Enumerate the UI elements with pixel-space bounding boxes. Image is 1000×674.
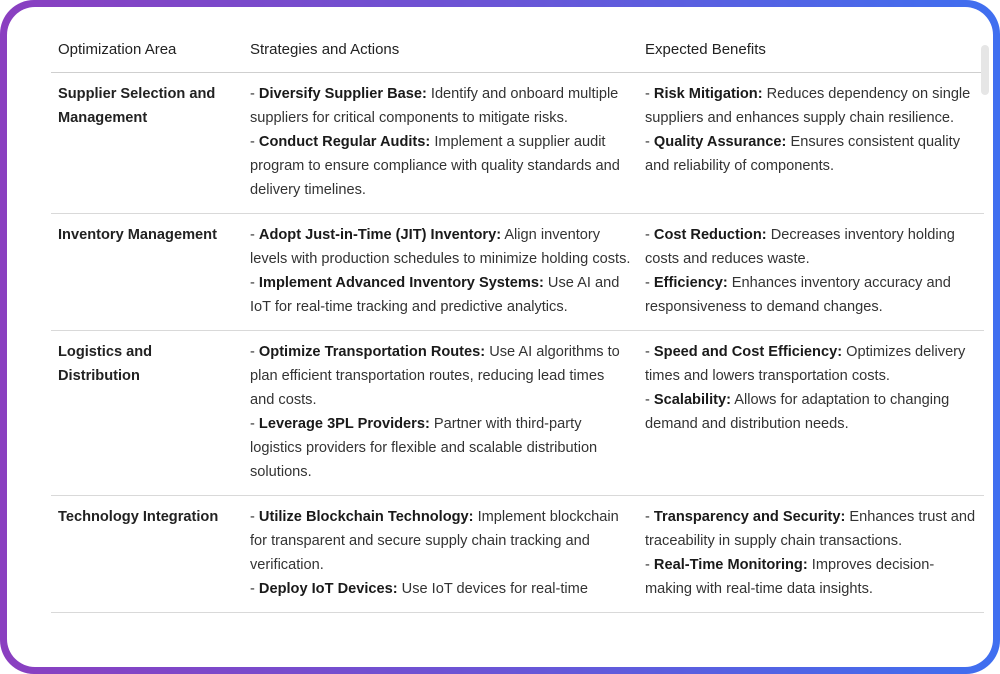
strategy-item-title: Diversify Supplier Base: xyxy=(258,86,427,102)
strategy-item-title: Implement Advanced Inventory Systems: xyxy=(258,275,544,291)
benefit-item-title: Real-Time Monitoring: xyxy=(653,557,808,573)
strategy-item-title: Leverage 3PL Providers: xyxy=(258,416,430,432)
benefit-item: - Transparency and Security: Enhances trust and traceability in supply chain transactions. xyxy=(645,509,976,549)
header-expected-benefits: Expected Benefits xyxy=(638,31,984,73)
benefit-item-text: Allows for adaptation to changing demand and distribution needs. xyxy=(645,392,950,432)
scrollbar[interactable] xyxy=(981,45,989,95)
optimization-area-cell: Technology Integration xyxy=(51,496,243,613)
strategy-item-text: Use AI algorithms to plan efficient transportation routes, reducing lead times and costs. xyxy=(250,344,620,408)
strategy-item-text: Use IoT devices for real-time xyxy=(401,581,588,597)
table-row xyxy=(51,214,984,331)
benefit-item-title: Risk Mitigation: xyxy=(653,86,763,102)
strategy-item-title: Adopt Just-in-Time (JIT) Inventory: xyxy=(258,227,502,243)
benefit-item: - Quality Assurance: Ensures consistent quality and reliability of components. xyxy=(645,134,961,174)
benefits-cell xyxy=(638,73,984,214)
benefit-item-text: Enhances inventory accuracy and responsiveness to demand changes. xyxy=(645,275,951,315)
strategies-cell xyxy=(243,214,638,331)
benefit-item-title: Quality Assurance: xyxy=(653,134,787,150)
strategy-item-title: Deploy IoT Devices: xyxy=(258,581,398,597)
strategy-item-title: Utilize Blockchain Technology: xyxy=(258,509,474,525)
table-header-row xyxy=(51,31,984,73)
strategies-cell xyxy=(243,496,638,613)
benefits-cell xyxy=(638,214,984,331)
benefit-item: - Cost Reduction: Decreases inventory holding costs and reduces waste. xyxy=(645,227,955,267)
strategy-item-text: Implement blockchain for transparent and secure supply chain tracking and verification. xyxy=(250,509,619,573)
benefit-item-text: Reduces dependency on single suppliers and enhances supply chain resilience. xyxy=(645,86,971,126)
strategy-item-text: Align inventory levels with production schedules to minimize holding costs. xyxy=(250,227,631,267)
optimization-table xyxy=(51,31,984,613)
benefit-item-text: Improves decision-making with real-time data insights. xyxy=(645,557,935,597)
strategy-item-title: Optimize Transportation Routes: xyxy=(258,344,486,360)
strategy-item: - Optimize Transportation Routes: Use AI algorithms to plan efficient transportation routes, reducing lead times and costs. xyxy=(250,344,620,408)
strategies-cell xyxy=(243,331,638,496)
strategy-item-text: Use AI and IoT for real-time tracking and predictive analytics. xyxy=(250,275,620,315)
content-panel xyxy=(7,7,993,667)
optimization-area-cell: Logistics and Distribution xyxy=(51,331,243,496)
strategy-item: - Utilize Blockchain Technology: Implement blockchain for transparent and secure supply chain tracking and verification. xyxy=(250,509,619,573)
strategy-item: - Implement Advanced Inventory Systems: Use AI and IoT for real-time tracking and predictive analytics. xyxy=(250,275,620,315)
benefits-cell xyxy=(638,331,984,496)
benefit-item-title: Scalability: xyxy=(653,392,731,408)
benefit-item: - Real-Time Monitoring: Improves decision-making with real-time data insights. xyxy=(645,557,935,597)
benefit-item: - Scalability: Allows for adaptation to changing demand and distribution needs. xyxy=(645,392,950,432)
strategy-item-title: Conduct Regular Audits: xyxy=(258,134,431,150)
strategy-item: - Deploy IoT Devices: Use IoT devices for real-time xyxy=(250,581,588,597)
header-optimization-area: Optimization Area xyxy=(51,31,243,73)
table-container[interactable] xyxy=(51,31,984,613)
benefit-item-title: Cost Reduction: xyxy=(653,227,767,243)
benefit-item-text: Optimizes delivery times and lowers transportation costs. xyxy=(645,344,966,384)
strategy-item: - Diversify Supplier Base: Identify and onboard multiple suppliers for critical components to mitigate risks. xyxy=(250,86,619,126)
benefits-cell xyxy=(638,496,984,613)
strategy-item-text: Identify and onboard multiple suppliers for critical components to mitigate risks. xyxy=(250,86,619,126)
benefit-item-title: Efficiency: xyxy=(653,275,728,291)
table-row xyxy=(51,496,984,613)
strategy-item-text: Implement a supplier audit program to ensure compliance with quality standards and delivery timelines. xyxy=(250,134,620,198)
benefit-item-title: Speed and Cost Efficiency: xyxy=(653,344,843,360)
benefit-item: - Efficiency: Enhances inventory accuracy and responsiveness to demand changes. xyxy=(645,275,951,315)
benefit-item-text: Ensures consistent quality and reliability of components. xyxy=(645,134,961,174)
benefit-item: - Speed and Cost Efficiency: Optimizes delivery times and lowers transportation costs. xyxy=(645,344,966,384)
header-strategies-and-actions: Strategies and Actions xyxy=(243,31,638,73)
optimization-area-cell: Inventory Management xyxy=(51,214,243,331)
table-row xyxy=(51,331,984,496)
benefit-item-text: Enhances trust and traceability in supply chain transactions. xyxy=(645,509,976,549)
strategy-item: - Leverage 3PL Providers: Partner with third-party logistics providers for flexible and scalable distribution solutions. xyxy=(250,416,598,480)
strategy-item: - Adopt Just-in-Time (JIT) Inventory: Align inventory levels with production schedules to minimize holding costs. xyxy=(250,227,631,267)
table-row xyxy=(51,73,984,214)
strategies-cell xyxy=(243,73,638,214)
strategy-item-text: Partner with third-party logistics providers for flexible and scalable distribution solutions. xyxy=(250,416,598,480)
benefit-item: - Risk Mitigation: Reduces dependency on single suppliers and enhances supply chain resilience. xyxy=(645,86,971,126)
benefit-item-title: Transparency and Security: xyxy=(653,509,846,525)
optimization-area-cell: Supplier Selection and Management xyxy=(51,73,243,214)
benefit-item-text: Decreases inventory holding costs and reduces waste. xyxy=(645,227,955,267)
strategy-item: - Conduct Regular Audits: Implement a supplier audit program to ensure compliance with quality standards and delivery timelines. xyxy=(250,134,620,198)
